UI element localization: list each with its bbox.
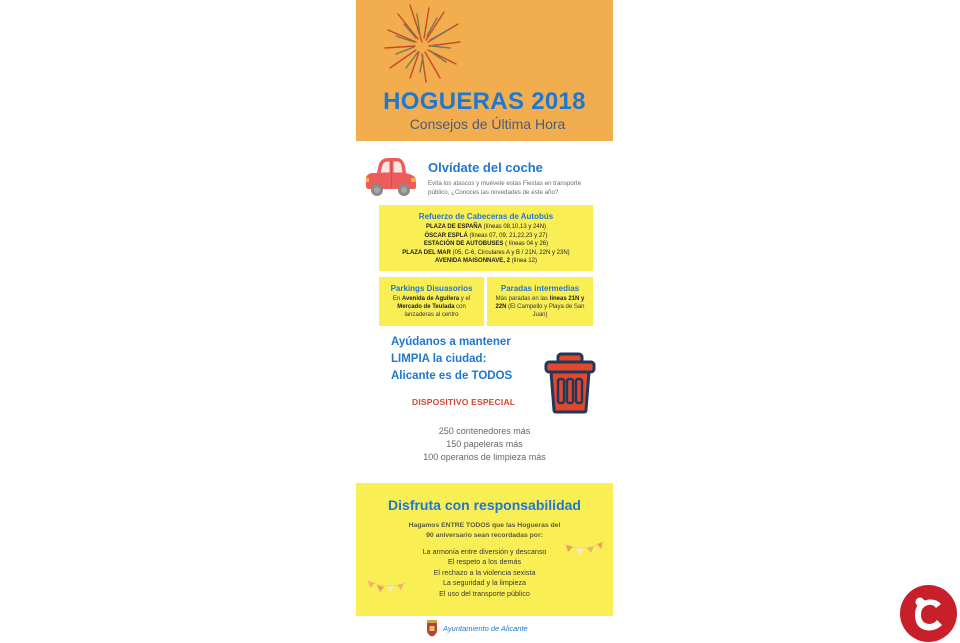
footer <box>426 619 528 637</box>
fireworks-icon <box>382 2 462 84</box>
list-item: El uso del transporte público <box>439 588 530 598</box>
infographic-poster <box>356 0 613 643</box>
car-icon <box>365 156 417 198</box>
bus-line: ÓSCAR ESPLÁ (líneas 07, 09, 21,22,23 y 27) <box>424 232 548 239</box>
bus-line: PLAZA DE ESPAÑA (líneas 08,10,13 y 24N) <box>425 224 547 230</box>
enjoy-intro: Hagamos ENTRE TODOS que las Hogueras del 90 aniversario sean recordadas por: <box>408 522 561 539</box>
parking-box-title: Parkings Disuasorios <box>390 284 473 293</box>
list-item: El rechazo a la violencia sexista <box>433 567 536 577</box>
enjoy-section-title: Disfruta con responsabilidad <box>388 497 581 513</box>
bunting-icon <box>563 541 605 557</box>
ic-logo-glyph-icon <box>900 585 957 642</box>
stops-box-title: Paradas intermedias <box>500 284 580 293</box>
special-device-label: DISPOSITIVO ESPECIAL <box>412 397 516 407</box>
clean-section-title: Ayúdanos a mantener LIMPIA la ciudad: Alicante es de TODOS <box>391 336 513 382</box>
intermediate-stops-box <box>487 277 593 326</box>
bus-line: PLAZA DEL MAR (05, C-6, Circulares A y B / 21N, 22N y 23N) <box>402 249 570 256</box>
footer-label: Ayuntamiento de Alicante <box>443 623 528 633</box>
car-section-description: Evita los atascos y muévete estas Fiestas en transporte público, ¿Conoces las novedades de este año? <box>428 180 582 196</box>
ic-logo-icon <box>900 585 957 642</box>
page-subtitle: Consejos de Última Hora <box>409 116 566 132</box>
header-banner <box>356 0 613 141</box>
stops-box-text: Más paradas en las líneas 21N y 22N (El Campello y Playa de San Juan) <box>495 296 585 318</box>
trash-can-icon <box>543 352 597 414</box>
stat-item: 250 contenedores más <box>438 426 531 436</box>
city-crest-icon <box>426 620 438 637</box>
car-section-title: Olvídate del coche <box>428 160 543 175</box>
stat-item: 100 operarios de limpieza más <box>423 452 546 462</box>
page-title: HOGUERAS 2018 <box>383 88 586 115</box>
list-item: El respeto a los demás <box>447 557 522 567</box>
stat-item: 150 papeleras más <box>446 439 523 449</box>
bus-box-title: Refuerzo de Cabeceras de Autobús <box>418 212 554 221</box>
bus-reinforcement-box <box>379 205 593 271</box>
parking-box <box>379 277 484 326</box>
enjoy-responsibly-box <box>356 483 613 616</box>
bus-line: ESTACIÓN DE AUTOBUSES ( líneas 04 y 26) <box>423 241 549 248</box>
bus-line: AVENIDA MAISONNAVE, 2 (línea 12) <box>435 258 537 265</box>
bunting-icon <box>366 579 408 595</box>
list-item: La armonía entre diversión y descanso <box>422 547 547 556</box>
list-item: La seguridad y la limpieza <box>442 578 527 588</box>
cleaning-stats <box>356 425 613 464</box>
parking-box-text: En Avenida de Aguilera y el Mercado de Teulada con lanzaderas al centro <box>392 296 471 318</box>
